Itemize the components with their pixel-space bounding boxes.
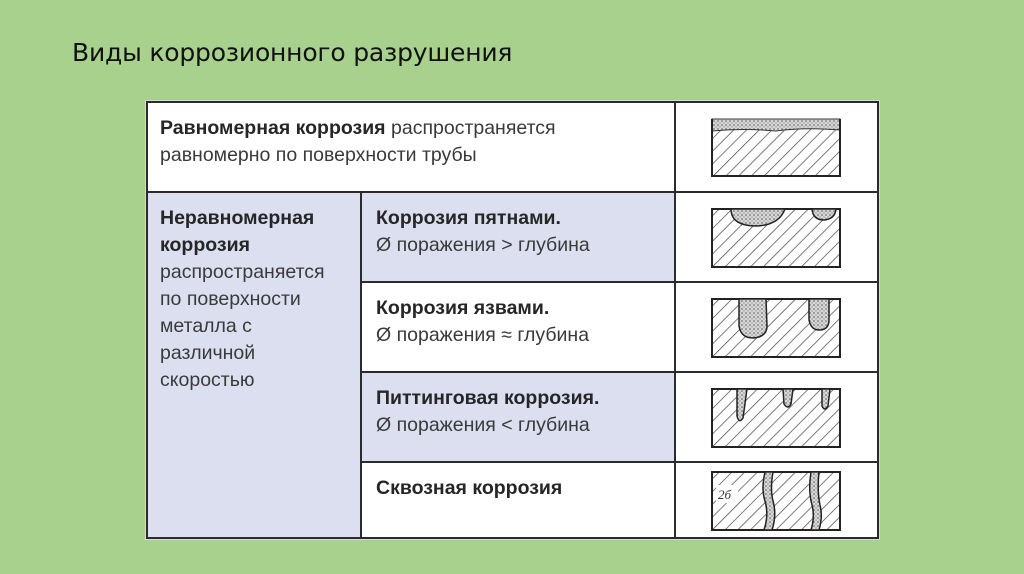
subtype-name: Коррозия пятнами. [376, 207, 561, 229]
subtype-ratio: Ø поражения ≈ глубина [376, 324, 590, 346]
uneven-corrosion-description [160, 205, 350, 394]
row-divider [146, 191, 879, 193]
table-border-right [877, 101, 879, 539]
subtype-ratio: Ø поражения < глубина [376, 414, 590, 436]
row-divider [360, 461, 879, 463]
pitting-corrosion-illustration [709, 386, 843, 450]
table-border-left [146, 101, 148, 539]
uniform-corrosion-text: распространяется равномерно по поверхности трубы [160, 117, 556, 166]
uniform-corrosion-illustration [709, 116, 843, 178]
column-divider [674, 101, 676, 539]
uniform-corrosion-name: Равномерная коррозия [160, 117, 386, 139]
row-divider [360, 281, 879, 283]
subtype-name: Питтинговая коррозия. [376, 387, 600, 409]
subtype-pitting [376, 385, 666, 439]
column-divider [360, 191, 362, 539]
spot-corrosion-illustration [709, 206, 843, 270]
through-corrosion-illustration [709, 469, 843, 533]
ulcer-corrosion-illustration [709, 296, 843, 360]
subtype-ulcers [376, 295, 666, 349]
subtype-name: Коррозия язвами. [376, 297, 550, 319]
subtype-spots [376, 205, 666, 259]
figure-label: 2б [718, 487, 732, 502]
row-divider [360, 371, 879, 373]
slide-title: Виды коррозионного разрушения [72, 38, 513, 67]
table-border-top [146, 101, 879, 103]
subtype-ratio: Ø поражения > глубина [376, 234, 590, 256]
uneven-corrosion-text: распространяется по поверхности металла с различной скоростью [160, 261, 325, 391]
subtype-through [376, 475, 666, 502]
uniform-corrosion-description [160, 115, 660, 169]
corrosion-table [145, 100, 880, 540]
subtype-name: Сквозная коррозия [376, 477, 563, 499]
uneven-corrosion-name: Неравномерная коррозия [160, 207, 315, 256]
table-border-bottom [146, 537, 879, 539]
